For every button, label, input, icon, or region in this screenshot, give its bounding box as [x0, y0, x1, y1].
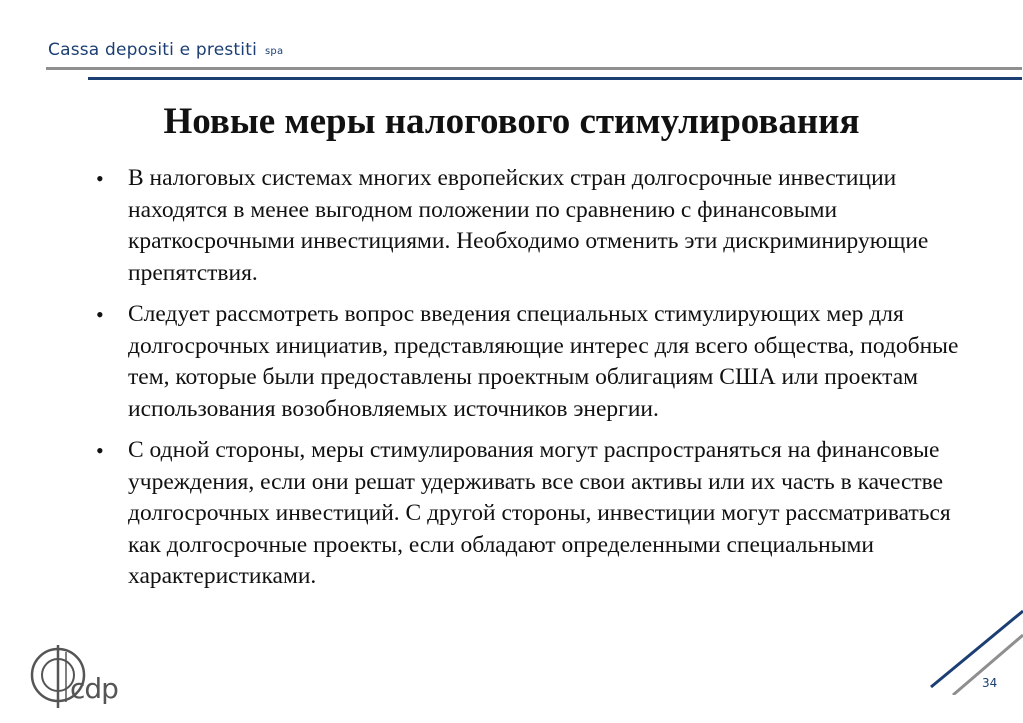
logo-wordmark: cdp [70, 672, 118, 705]
bullet-item [92, 435, 982, 593]
brand-suffix: spa [265, 46, 284, 57]
brand-header [48, 40, 283, 60]
bullet-text: Следует рассмотреть вопрос введения специальных стимулирующих мер для долгосрочных инициатив, представляющие интерес для всего общества, подобные тем, которые были предоставлены проектным облигациям США или проектам использования возобновляемых источников энергии. [128, 301, 959, 422]
bullet-dot: • [96, 302, 104, 327]
bullet-text: С одной стороны, меры стимулирования могут распространяться на финансовые учреждения, если они решат удерживать все свои активы или их часть в качестве долгосрочных инвестиций. С другой стороны, инвестиции могут рассматриваться как долгосрочные проекты, если обладают определенными специальными характеристиками. [128, 437, 951, 589]
bullet-text: В налоговых системах многих европейских стран долгосрочные инвестиции находятся в менее выгодном положении по сравнению с финансовыми краткосрочными инвестициями. Необходимо отменить эти дискриминирующие препятствия. [128, 165, 929, 286]
bullet-item [92, 163, 982, 289]
bullet-item [92, 299, 982, 425]
slide-title: Новые меры налогового стимулирования [163, 101, 860, 142]
header-divider-gray [46, 67, 1022, 70]
page-number: 34 [982, 676, 998, 690]
bullet-dot: • [96, 166, 104, 191]
bullet-list [92, 163, 982, 603]
bullet-dot: • [96, 438, 104, 463]
corner-stripes [925, 605, 1023, 695]
brand-name: Cassa depositi e prestiti [48, 40, 257, 60]
header-divider-blue [88, 77, 1022, 80]
